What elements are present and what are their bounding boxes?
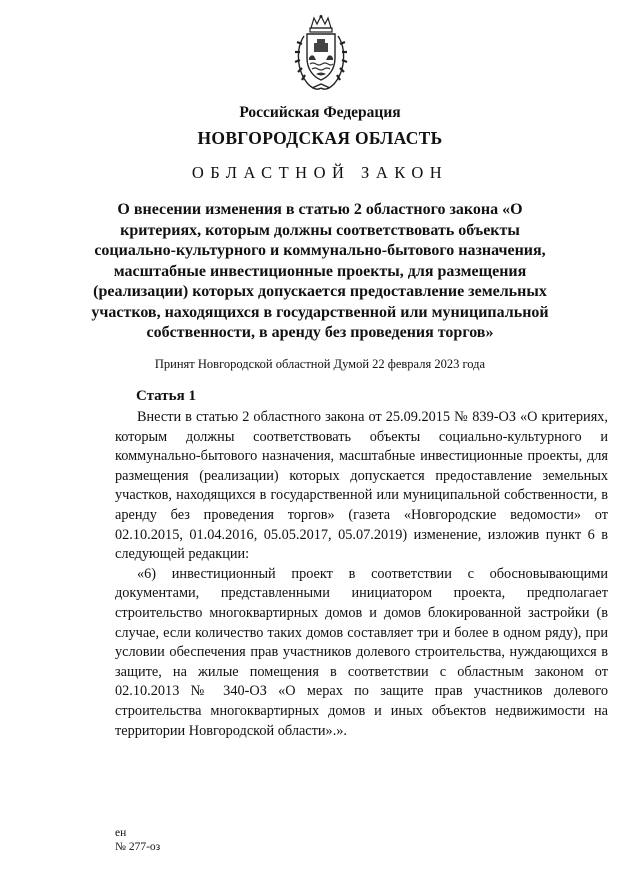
law-number: № 277-оз [115, 841, 161, 853]
document-type: ОБЛАСТНОЙ ЗАКОН [191, 163, 449, 182]
law-title: О внесении изменения в статью 2 областного закона «О критериях, которым должны соответствовать объекты социально-культурного и коммунально-бытового назначения, масштабные инвестиционные проекты, для размещения (реализации) которых допускается предоставление земельных участков, находящихся в государственной или муниципальной собственности, в аренду без проведения торгов» [91, 201, 549, 341]
article-heading: Статья 1 [136, 388, 196, 404]
footer-initials: ен [115, 827, 127, 839]
footer-registration [115, 826, 160, 854]
article-paragraph: Внести в статью 2 областного закона от 25.09.2015 № 839-ОЗ «О критериях, которым должны соответствовать объекты социально-культурного и коммунально-бытового назначения, масштабные инвестиционные проекты, для размещения (реализации) которых допускается предоставление земельных участков, находящихся в государственной или муниципальной собственности, в аренду без проведения торгов» (газета «Новгородские ведомости» от 02.10.2015, 01.04.2016, 05.05.2017, 05.07.2019) изменение, изложив пункт 6 в следующей редакции: [115, 409, 608, 563]
article-body [115, 408, 608, 741]
country-name: Российская Федерация [239, 104, 401, 121]
region-name: НОВГОРОДСКАЯ ОБЛАСТЬ [197, 128, 443, 148]
coat-of-arms-icon [292, 14, 350, 94]
adoption-note: Принят Новгородской областной Думой 22 февраля 2023 года [154, 357, 486, 371]
article-paragraph-quoted: «6) инвестиционный проект в соответствии с обосновывающими документами, представленными инициатором проекта, предполагает строительство многоквартирных домов и домов блокированной застройки (в случае, если количество таких домов составляет три и более в одном ряду), при условии обеспечения прав участников долевого строительства, нуждающихся в защите, на жилые помещения в соответствии с областным законом от 02.10.2013 № 340-ОЗ «О мерах по защите прав участников долевого строительства многоквартирных домов и иных объектов недвижимости на территории Новгородской области».». [115, 565, 608, 739]
